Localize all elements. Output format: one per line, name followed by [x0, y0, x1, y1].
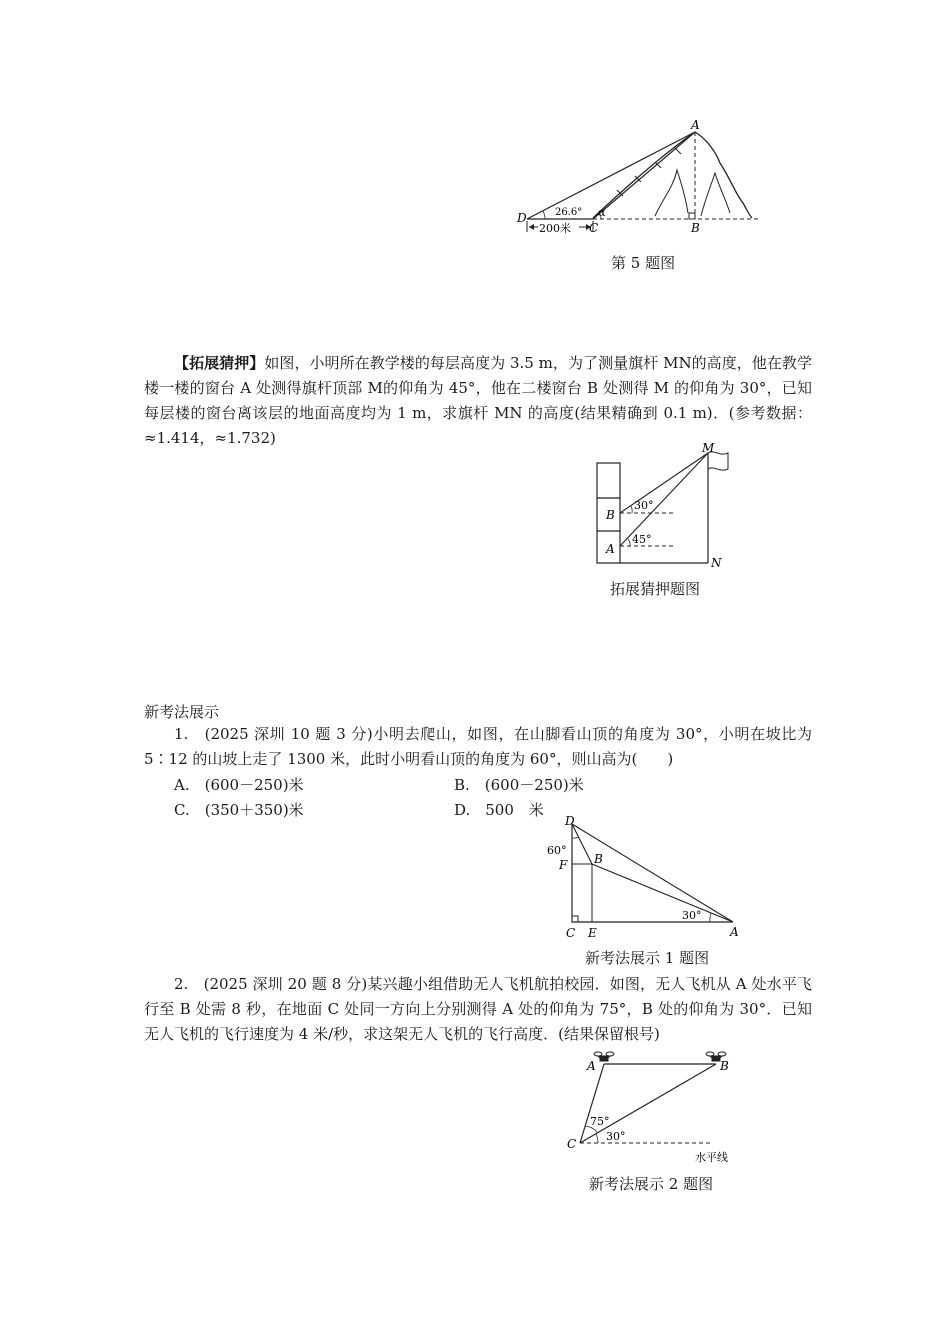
mountain-outline [593, 132, 752, 218]
fig5-label-a: A [691, 118, 700, 132]
fig5-label-c: C [589, 221, 599, 235]
question-2-figure [560, 1045, 750, 1170]
q2-angle-30: 30° [606, 1130, 626, 1143]
mountain-ridge-1 [655, 170, 688, 216]
q1-angle-30: 30° [682, 909, 702, 922]
q1-label-a: A [730, 925, 739, 939]
fig5-label-alpha: α [598, 206, 606, 219]
figure-5-mountain [505, 118, 765, 243]
question-1 [144, 722, 812, 772]
exp-label-m: M [702, 443, 715, 455]
exp-label-a: A [606, 542, 615, 556]
q1-label-b: B [594, 852, 603, 866]
q2-label-horizontal: 水平线 [695, 1151, 728, 1164]
q1-text: 1. (2025 深圳 10 题 3 分)小明去爬山，如图，在山脚看山顶的角度为 30°，小明在坡比为 5∶12 的山坡上走了 1300 米，此时小明看山顶的角度为 60°，则山高为( ) [144, 725, 812, 768]
exp-angle-30: 30° [634, 499, 654, 512]
q2-label-b: B [720, 1059, 729, 1073]
expansion-caption: 拓展猜押题图 [610, 580, 701, 598]
question-2 [144, 972, 812, 1047]
expansion-text: 如图，小明所在教学楼的每层高度为 3.5 m，为了测量旗杆 MN的高度，他在教学楼一楼的窗台 A 处测得旗杆顶部 M的仰角为 45°，他在二楼窗台 B 处测得 M 的仰角为 30°，已知每层楼的窗台离该层的地面高度均为 1 m，求旗杆 MN 的高度(结果精确到 0.1 m)．(参考数据：≈1.414，≈1.732) [144, 354, 812, 447]
fig5-label-angle: 26.6° [555, 207, 583, 218]
q2-text: 2. (2025 深圳 20 题 8 分)某兴趣小组借助无人飞机航拍校园．如图，无人飞机从 A 处水平飞行至 B 处需 8 秒，在地面 C 处同一方向上分别测得 A 处的仰角为 75°，B 处的仰角为 30°．已知无人飞机的飞行速度为 4 米/秒，求这架无人飞机的飞行高度．(结果保留根号) [144, 975, 812, 1043]
fig5-label-b: B [691, 221, 700, 235]
question-1-caption: 新考法展示 1 题图 [585, 949, 710, 967]
q1-label-c: C [566, 926, 576, 940]
exp-label-n: N [711, 556, 722, 570]
figure-5-caption: 第 5 题图 [611, 254, 676, 272]
fig5-label-d: D [517, 211, 527, 225]
question-1-figure [545, 816, 745, 942]
q1-option-c: C. (350＋350)米 [174, 801, 304, 819]
exp-label-b: B [606, 508, 615, 522]
q1-label-f: F [559, 858, 568, 872]
q2-label-a: A [587, 1059, 596, 1073]
q1-option-b: B. (600－250)米 [454, 776, 584, 794]
drone-a-icon [594, 1052, 614, 1061]
mountain-ridge-2 [701, 173, 730, 216]
fig5-label-distance: 200米 [539, 222, 571, 235]
q1-option-a: A. (600－250)米 [174, 776, 304, 794]
exp-angle-45: 45° [632, 533, 652, 546]
section-title: 新考法展示 [144, 703, 220, 721]
expansion-figure [590, 443, 750, 571]
q1-label-d: D [565, 816, 575, 828]
expansion-problem [144, 351, 812, 451]
question-2-caption: 新考法展示 2 题图 [589, 1175, 714, 1193]
q2-angle-75: 75° [590, 1115, 610, 1128]
q1-option-d: D. 500 米 [454, 801, 544, 819]
q1-angle-60: 60° [547, 844, 567, 857]
q1-label-e: E [588, 926, 597, 940]
expansion-tag: 【拓展猜押】 [174, 354, 265, 372]
q2-label-c: C [567, 1137, 577, 1151]
